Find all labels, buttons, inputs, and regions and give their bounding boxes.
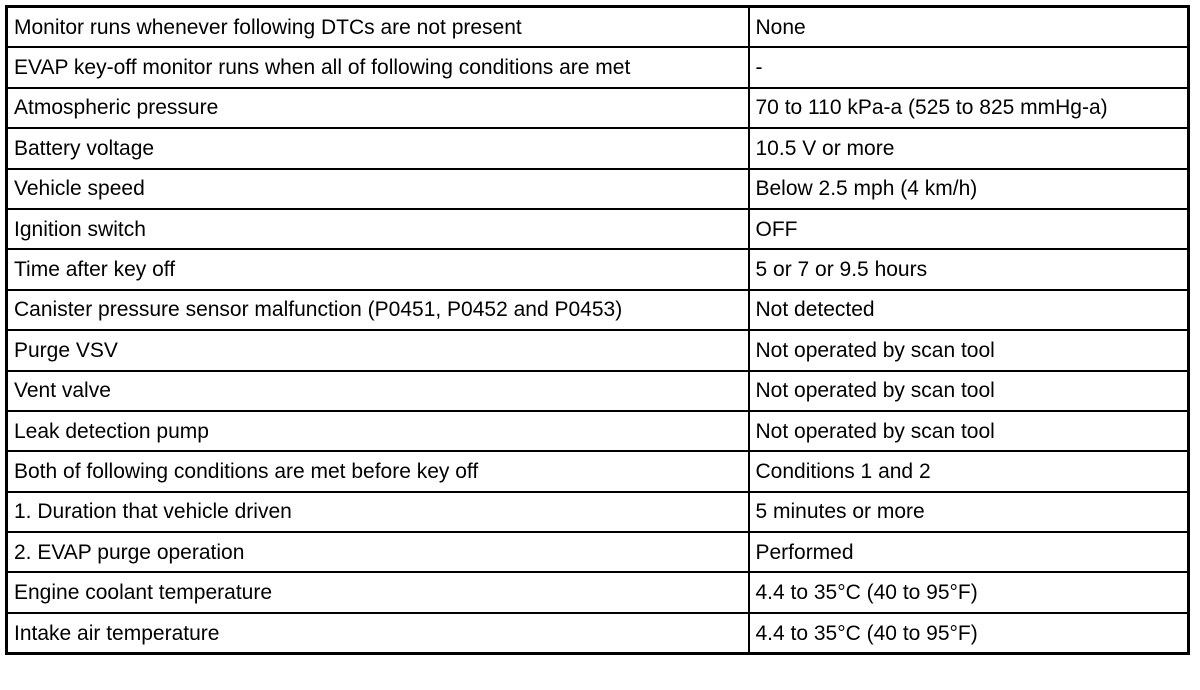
value-cell: 5 or 7 or 9.5 hours <box>749 249 1189 289</box>
value-cell: Not operated by scan tool <box>749 411 1189 451</box>
table-row <box>7 209 1189 249</box>
monitor-conditions-table <box>5 5 1190 655</box>
condition-cell: Intake air temperature <box>7 613 749 654</box>
table-row <box>7 532 1189 572</box>
value-cell: Not detected <box>749 290 1189 330</box>
table-row <box>7 492 1189 532</box>
value-cell: Not operated by scan tool <box>749 330 1189 370</box>
value-cell: 70 to 110 kPa-a (525 to 825 mmHg-a) <box>749 88 1189 128</box>
table-row <box>7 128 1189 168</box>
condition-cell: Monitor runs whenever following DTCs are not present <box>7 7 749 48</box>
value-cell: Below 2.5 mph (4 km/h) <box>749 169 1189 209</box>
condition-cell: Purge VSV <box>7 330 749 370</box>
condition-cell: Canister pressure sensor malfunction (P0451, P0452 and P0453) <box>7 290 749 330</box>
table-row <box>7 290 1189 330</box>
table-row <box>7 411 1189 451</box>
condition-cell: Both of following conditions are met before key off <box>7 451 749 491</box>
value-cell: Not operated by scan tool <box>749 371 1189 411</box>
value-cell: - <box>749 47 1189 87</box>
condition-cell: Vehicle speed <box>7 169 749 209</box>
value-cell: 4.4 to 35°C (40 to 95°F) <box>749 613 1189 654</box>
value-cell: 10.5 V or more <box>749 128 1189 168</box>
condition-cell: Atmospheric pressure <box>7 88 749 128</box>
condition-cell: Engine coolant temperature <box>7 572 749 612</box>
condition-cell: Ignition switch <box>7 209 749 249</box>
table-row <box>7 169 1189 209</box>
condition-cell: Vent valve <box>7 371 749 411</box>
condition-cell: Leak detection pump <box>7 411 749 451</box>
table-row <box>7 451 1189 491</box>
value-cell: OFF <box>749 209 1189 249</box>
table-row <box>7 330 1189 370</box>
value-cell: Performed <box>749 532 1189 572</box>
table-row <box>7 88 1189 128</box>
value-cell: None <box>749 7 1189 48</box>
value-cell: Conditions 1 and 2 <box>749 451 1189 491</box>
condition-cell: EVAP key-off monitor runs when all of following conditions are met <box>7 47 749 87</box>
value-cell: 5 minutes or more <box>749 492 1189 532</box>
condition-cell: 1. Duration that vehicle driven <box>7 492 749 532</box>
condition-cell: Time after key off <box>7 249 749 289</box>
condition-cell: 2. EVAP purge operation <box>7 532 749 572</box>
table-row <box>7 572 1189 612</box>
condition-cell: Battery voltage <box>7 128 749 168</box>
value-cell: 4.4 to 35°C (40 to 95°F) <box>749 572 1189 612</box>
table-row <box>7 47 1189 87</box>
table-row <box>7 7 1189 48</box>
table-row <box>7 371 1189 411</box>
table-row <box>7 249 1189 289</box>
table-row <box>7 613 1189 654</box>
